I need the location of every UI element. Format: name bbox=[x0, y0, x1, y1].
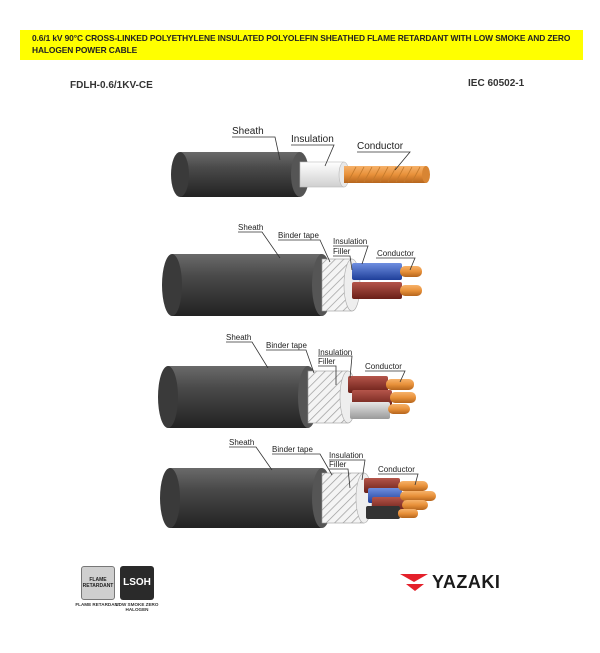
flame-retardant-badge bbox=[81, 566, 115, 600]
cable-three-core bbox=[158, 333, 416, 428]
cable-single-core bbox=[171, 126, 430, 197]
flame-badge-caption: FLAME RETARDANT bbox=[75, 602, 121, 607]
conductor-end bbox=[422, 166, 430, 183]
core-blue bbox=[352, 263, 402, 280]
sheath-body bbox=[168, 366, 308, 428]
model-code: FDLH-0.6/1KV-CE bbox=[70, 80, 153, 91]
label-insulation: Insulation bbox=[333, 237, 368, 246]
sheath-body bbox=[170, 468, 322, 528]
standard-code: IEC 60502-1 bbox=[468, 78, 525, 89]
sheath-end bbox=[171, 152, 189, 197]
label-conductor: Conductor bbox=[357, 141, 404, 152]
label-filler: Filler bbox=[329, 460, 347, 469]
yazaki-logo-icon bbox=[400, 572, 430, 592]
lsoh-badge-text: LSOH bbox=[123, 577, 151, 588]
label-insulation: Insulation bbox=[329, 451, 364, 460]
label-filler: Filler bbox=[318, 357, 336, 366]
core-grey bbox=[350, 402, 390, 419]
label-binder-tape: Binder tape bbox=[266, 341, 307, 350]
sheath-body bbox=[180, 152, 300, 197]
core-black bbox=[366, 506, 400, 519]
sheath-body bbox=[172, 254, 322, 316]
lsoh-badge bbox=[120, 566, 154, 600]
brand-name: YAZAKI bbox=[432, 572, 501, 592]
yazaki-logo bbox=[400, 572, 515, 592]
label-sheath: Sheath bbox=[229, 438, 255, 447]
label-sheath: Sheath bbox=[232, 126, 264, 137]
label-binder-tape: Binder tape bbox=[278, 231, 319, 240]
label-insulation: Insulation bbox=[318, 348, 353, 357]
label-conductor: Conductor bbox=[377, 249, 414, 258]
page-title: 0.6/1 kV 90°C CROSS-LINKED POLYETHYLENE INSULATED POLYOLEFIN SHEATHED FLAME RETARDANT WITH LOW SMOKE AND ZERO HALOGEN POWER CABLE bbox=[32, 33, 571, 55]
label-filler: Filler bbox=[333, 247, 351, 256]
insulation-body bbox=[300, 162, 344, 187]
label-sheath: Sheath bbox=[226, 333, 252, 342]
lsoh-badge-caption: LOW SMOKE ZERO HALOGEN bbox=[115, 602, 159, 613]
label-conductor: Conductor bbox=[365, 362, 402, 371]
label-insulation: Insulation bbox=[291, 134, 334, 145]
conductor-body bbox=[344, 166, 426, 183]
cable-four-core bbox=[160, 438, 436, 528]
cable-two-core bbox=[162, 223, 422, 316]
label-binder-tape: Binder tape bbox=[272, 445, 313, 454]
label-sheath: Sheath bbox=[238, 223, 264, 232]
core-red bbox=[352, 282, 402, 299]
label-conductor: Conductor bbox=[378, 465, 415, 474]
flame-icon: FLAME RETARDANT bbox=[82, 577, 114, 589]
